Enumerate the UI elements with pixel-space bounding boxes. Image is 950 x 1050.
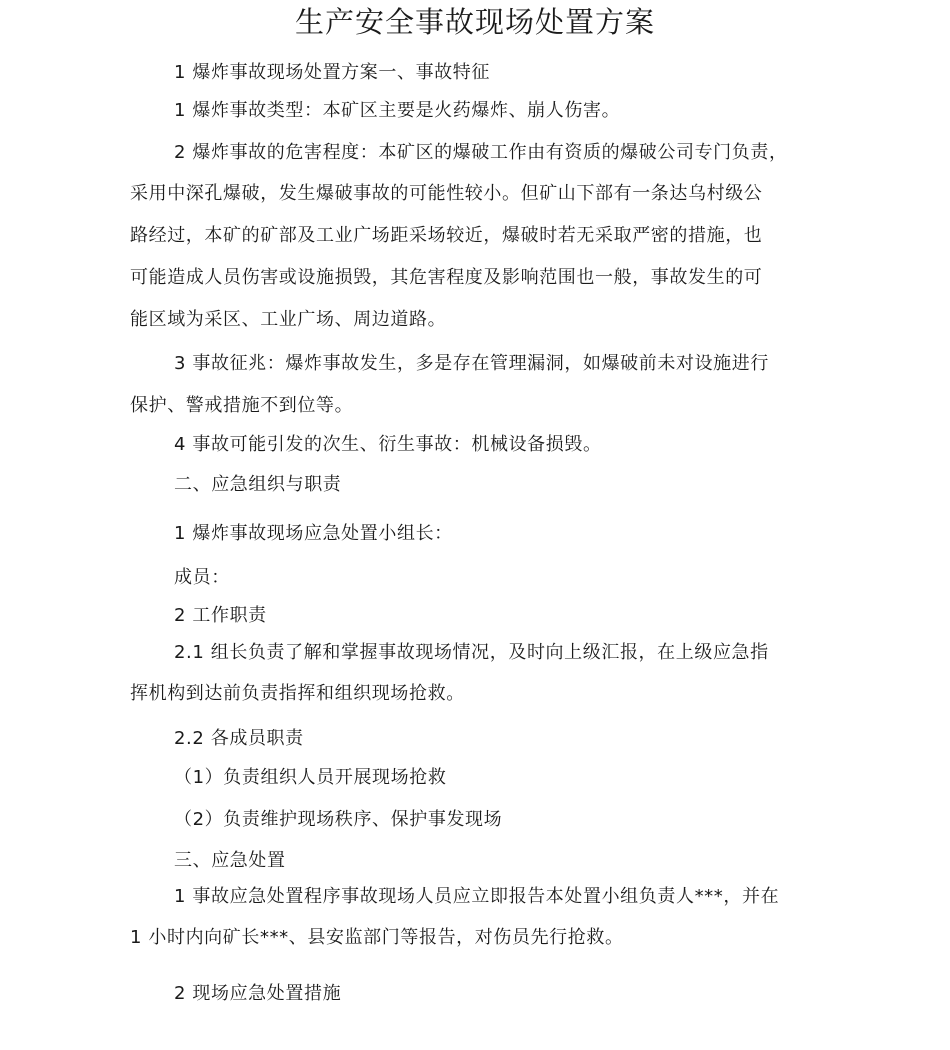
paragraph-hazard-degree-line-3: 路经过，本矿的矿部及工业广场距采场较近，爆破时若无采取严密的措施，也 [130,225,763,246]
list-item-rescue: （1）负责组织人员开展现场抢救 [174,767,447,788]
paragraph-hazard-degree-line-4: 可能造成人员伤害或设施损毁，其危害程度及影响范围也一般，事故发生的可 [130,267,763,288]
paragraph-signs-line-2: 保护、警戒措施不到位等。 [130,395,354,416]
paragraph-members: 成员： [174,567,230,588]
paragraph-hazard-degree-line-5: 能区域为采区、工业广场、周边道路。 [130,309,447,330]
section-heading-member-duties: 2.2 各成员职责 [174,728,304,749]
paragraph-procedure-line-2: 1 小时内向矿长***、县安监部门等报告，对伤员先行抢救。 [130,927,624,948]
paragraph-procedure-line-1: 1 事故应急处置程序事故现场人员应立即报告本处置小组负责人***，并在 [174,886,780,907]
section-heading-duties: 2 工作职责 [174,605,267,626]
paragraph-hazard-degree-line-1: 2 爆炸事故的危害程度：本矿区的爆破工作由有资质的爆破公司专门负责， [174,142,788,163]
section-heading-event-characteristics: 1 爆炸事故现场处置方案一、事故特征 [174,62,490,83]
section-heading-emergency-response: 三、应急处置 [174,850,286,871]
section-heading-organization: 二、应急组织与职责 [174,474,342,495]
page-title: 生产安全事故现场处置方案 [294,5,655,39]
paragraph-team-leader: 1 爆炸事故现场应急处置小组长： [174,523,453,544]
paragraph-secondary-accidents: 4 事故可能引发的次生、衍生事故：机械设备损毁。 [174,434,602,455]
paragraph-signs-line-1: 3 事故征兆：爆炸事故发生，多是存在管理漏洞，如爆破前未对设施进行 [174,353,769,374]
paragraph-explosion-type: 1 爆炸事故类型：本矿区主要是火药爆炸、崩人伤害。 [174,100,621,121]
paragraph-leader-duty-line-2: 挥机构到达前负责指挥和组织现场抢救。 [130,683,465,704]
section-heading-onsite-measures: 2 现场应急处置措施 [174,983,342,1004]
paragraph-hazard-degree-line-2: 采用中深孔爆破，发生爆破事故的可能性较小。但矿山下部有一条达乌村级公 [130,183,763,204]
paragraph-leader-duty-line-1: 2.1 组长负责了解和掌握事故现场情况，及时向上级汇报，在上级应急指 [174,642,769,663]
list-item-order: （2）负责维护现场秩序、保护事发现场 [174,809,503,830]
